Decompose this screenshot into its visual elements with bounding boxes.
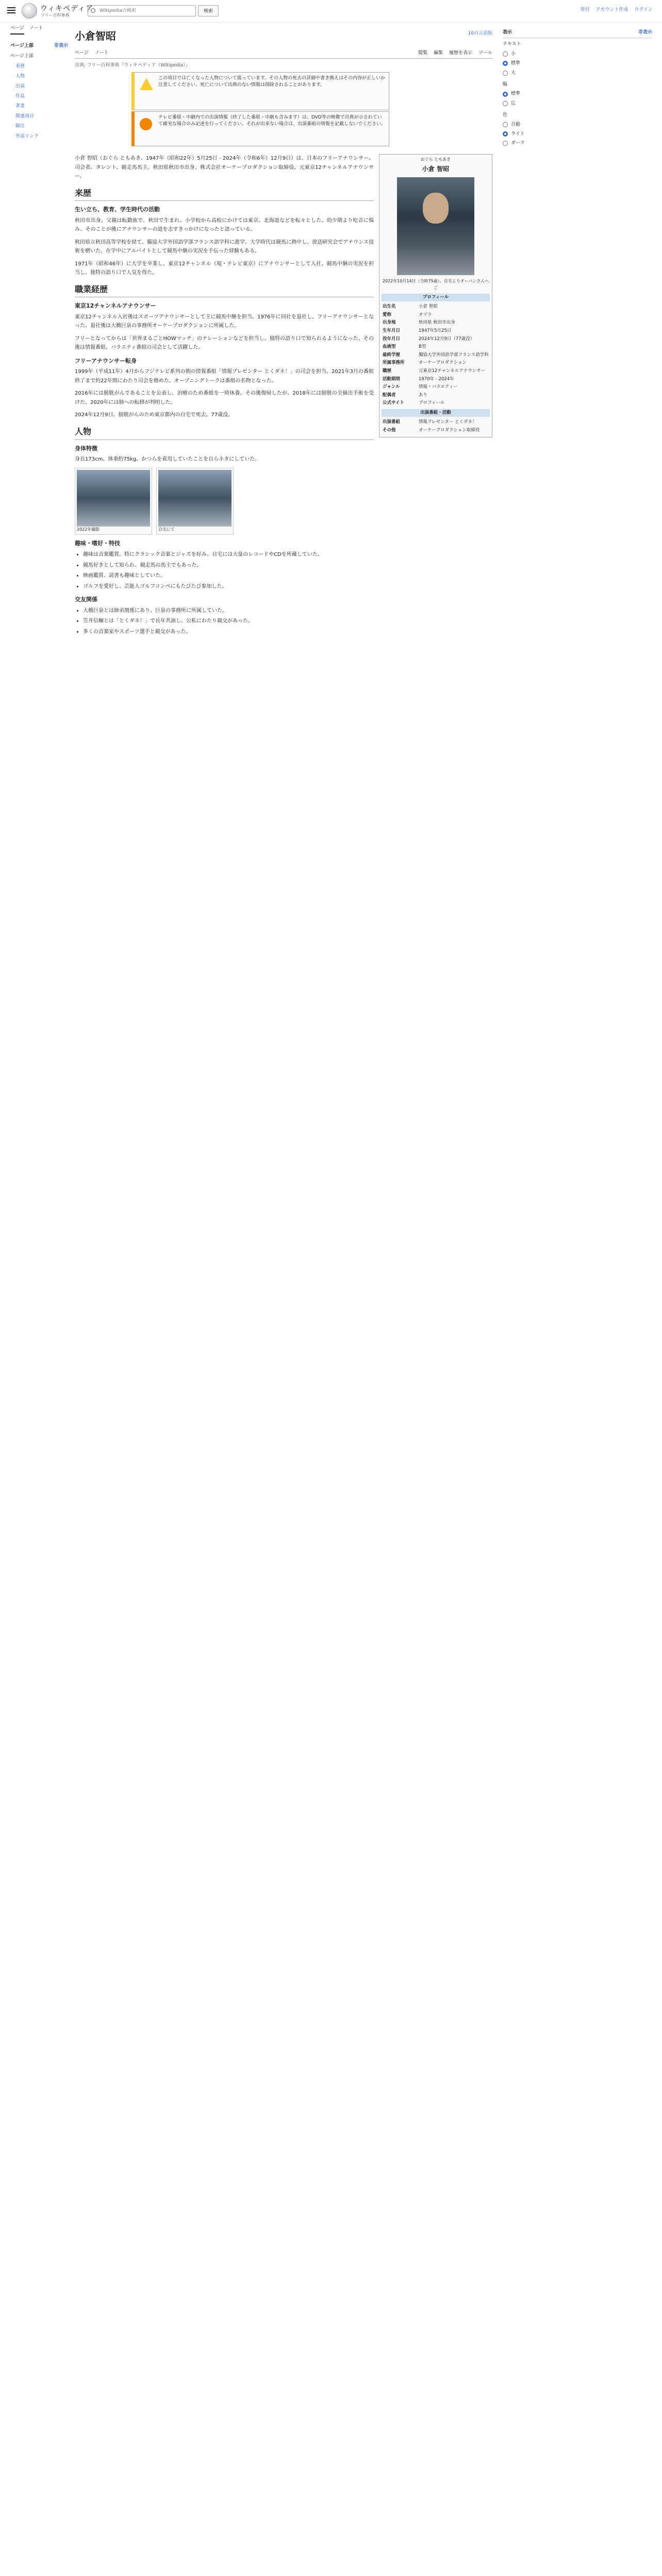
toc-item[interactable]: 作品 [15, 93, 25, 99]
thumbnail-caption: 2022年撮影 [77, 527, 100, 532]
paragraph: 東京12チャンネル入社後はスポーツアナウンサーとして主に競馬中継を担当。1976年に同社を退社し、フリーアナウンサーとなった。退社後は大橋巨泉の事務所オーケープロダクションに所属した。 [75, 314, 374, 329]
width-option[interactable] [503, 90, 652, 97]
infobox [379, 154, 492, 437]
radio-icon[interactable] [503, 71, 508, 76]
color-option[interactable] [503, 121, 652, 128]
infobox-value: 情報プレゼンター とくダネ！ [419, 419, 477, 425]
infobox-value: 2024年12月9日（77歳没） [419, 336, 475, 342]
infobox-label: 出演番組 [383, 419, 401, 425]
appearance-title: 表示 [503, 30, 512, 35]
infobox-value: あり [419, 392, 428, 398]
thumbnail[interactable] [156, 468, 234, 535]
subsection-heading: フリーアナウンサー転身 [75, 357, 137, 364]
radio-icon[interactable] [503, 122, 508, 127]
infobox-section: プロフィール [382, 294, 490, 302]
infobox-label: 出身地 [383, 320, 396, 326]
toc-item[interactable]: ページ上部 [10, 54, 34, 59]
infobox-value: 獨協大学外国語学部フランス語学科 [419, 352, 489, 358]
option-label: ライト [511, 131, 525, 137]
paragraph: 秋田県立秋田高等学校を経て、獨協大学外国語学部フランス語学科に進学。大学時代は競馬に熱中し、放送研究会でアナウンス技術を磨いた。在学中にアルバイトとして競馬中継の実況を手伝った経験もある。 [75, 239, 374, 255]
infobox-label: ジャンル [383, 384, 400, 390]
table-of-contents [10, 42, 68, 143]
thumbnail-row [75, 468, 374, 535]
site-header [0, 0, 662, 23]
toc-item[interactable]: 人物 [15, 74, 25, 79]
infobox-value: 秋田県 秋田市出身 [419, 320, 455, 326]
toc-hide-button[interactable]: 非表示 [54, 43, 68, 48]
notice-box-2 [131, 111, 389, 146]
infobox-label: 公式サイト [383, 400, 404, 406]
infobox-value: オーケープロダクション [419, 360, 467, 366]
list-item: • 大橋巨泉とは師弟関係にあり、巨泉の事務所に所属していた。 [83, 606, 374, 616]
tab-tools[interactable]: ツール [478, 50, 492, 56]
option-label: 自動 [511, 122, 521, 127]
tab-page[interactable]: ページ [10, 25, 24, 35]
user-links [581, 6, 653, 13]
toc-item[interactable]: 来歴 [15, 63, 25, 69]
paragraph: 秋田市出身。父親は転勤族で、秋田で生まれ、小学校から高校にかけては東京、北海道などを転々とした。幼少期より吃音に悩み、そのことが後にアナウンサーの道を志すきっかけになったと語っている。 [75, 217, 374, 233]
infobox-value: 小倉 智昭 [419, 304, 438, 310]
radio-icon[interactable] [503, 61, 508, 66]
infobox-label: 生年月日 [383, 328, 401, 333]
option-label: 標準 [511, 61, 521, 66]
tab-talk-page[interactable]: ノート [94, 50, 109, 56]
tab-talk[interactable]: ノート [29, 26, 43, 31]
tab-history[interactable]: 履歴を表示 [449, 50, 473, 56]
tab-edit[interactable]: 編集 [434, 50, 443, 56]
lead-paragraph: 小倉 智昭（おぐら ともあき、1947年（昭和22年）5月25日 - 2024年（令和6年）12月9日）は、日本のフリーアナウンサー、司会者、タレント、競走馬馬主。秋田県秋田市出身。株式会社オーケープロダクション取締役。元東京12チャンネルアナウンサー。 [75, 156, 374, 179]
hobby-list [83, 550, 374, 591]
section-heading: 職業経歴 [75, 283, 374, 298]
color-option[interactable] [503, 130, 652, 138]
width-option[interactable] [503, 100, 652, 107]
subsection-heading: 身体特徴 [75, 445, 97, 452]
infobox-value: 元東京12チャンネルアナウンサー [419, 368, 486, 374]
source-line: 出典: フリー百科事典『ウィキペディア（Wikipedia）』 [75, 63, 190, 68]
subsection-heading: 東京12チャンネルアナウンサー [75, 302, 156, 310]
infobox-table-2 [382, 418, 490, 434]
portrait-photo[interactable] [397, 177, 474, 275]
appearance-hide-button[interactable]: 非表示 [638, 30, 652, 35]
infobox-value: 情報・バラエティー [419, 384, 458, 390]
notice-text-2: テレビ番組・中継内での出演情報（終了した番組・中継も含みます）は、DVD等の映像で出典が示されていて確実な場合のみ記述を行ってください。それが出来ない場合は、出演番組の情報を記載しないでください。 [158, 115, 386, 127]
subsection-heading: 生い立ち、教育、学生時代の活動 [75, 206, 160, 213]
donate-link[interactable]: 寄付 [580, 7, 590, 12]
infobox-label: 配偶者 [383, 392, 396, 398]
list-item: • 笠井信輔とは「とくダネ！」で長年共演し、公私にわたり親交があった。 [83, 617, 374, 626]
infobox-link[interactable]: プロフィール [419, 400, 445, 406]
warning-icon [140, 78, 153, 90]
option-label: 大 [511, 70, 516, 76]
infobox-reading: おぐら ともあき [420, 157, 451, 162]
list-item: • 趣味は音楽鑑賞。特にクラシック音楽とジャズを好み、自宅には大量のレコードやCDを所蔵していた。 [83, 550, 374, 560]
thumbnail[interactable] [75, 468, 152, 535]
search-input[interactable]: Wikipediaの検索 [88, 5, 196, 16]
section-heading: 来歴 [75, 187, 374, 201]
paragraph: 身長173cm、体重約75kg。かつらを着用していたことを自らネタにしていた。 [75, 456, 260, 463]
subsection-heading: 交友関係 [75, 596, 97, 603]
color-option[interactable] [503, 140, 652, 147]
infobox-value: オヅラ [419, 312, 432, 317]
page-tabs [75, 47, 492, 59]
toc-title: ページ上部 [10, 43, 34, 48]
list-item: • 映画鑑賞、読書も趣味としていた。 [83, 571, 374, 581]
infobox-title: 小倉 智昭 [422, 165, 450, 173]
infobox-value: B型 [419, 344, 426, 350]
radio-icon[interactable] [503, 52, 508, 57]
radio-icon[interactable] [503, 101, 508, 106]
infobox-value: 1970年 - 2024年 [419, 376, 454, 382]
toc-item[interactable]: 外部リンク [15, 133, 39, 139]
appearance-panel [503, 25, 652, 149]
menu-icon[interactable] [7, 7, 15, 13]
infobox-table [382, 303, 490, 408]
notice-text: この項目では亡くなった人物について扱っています。その人物の死去の詳細や書き換えはその内容が正しいか注意してください。死亡について出典のない情報は削除されることがあります。 [158, 76, 386, 88]
infobox-label: 所属事務所 [383, 360, 405, 366]
paragraph: 2016年には膀胱がんであることを公表し、治療のため番組を一時休養。その後復帰したが、2018年には膀胱の全摘出手術を受けた。2020年には肺への転移が判明した。 [75, 391, 374, 405]
text-size-label: テキスト [503, 42, 521, 47]
search-button[interactable]: 検索 [198, 5, 219, 16]
option-label: 小 [511, 51, 516, 57]
infobox-label: 最終学歴 [383, 352, 401, 358]
option-label: 標準 [511, 91, 521, 97]
radio-icon[interactable] [503, 92, 508, 97]
subsection-heading: 趣味・嗜好・特技 [75, 540, 120, 547]
site-wordmark[interactable]: ウィキペディア [40, 5, 94, 13]
text-size-option[interactable] [503, 50, 652, 58]
language-button[interactable]: 10の言語版 [468, 31, 492, 36]
login-link[interactable]: ログイン [634, 7, 653, 12]
text-size-option[interactable] [503, 70, 652, 77]
thumbnail-image[interactable] [77, 470, 150, 527]
tab-read[interactable]: 閲覧 [418, 50, 428, 56]
option-label: 広 [511, 100, 516, 106]
section-heading: 人物 [75, 425, 374, 440]
infobox-label: 職歴 [383, 368, 392, 374]
page-title: 小倉智昭 [75, 30, 116, 42]
paragraph: 1999年（平成11年）4月からフジテレビ系列の朝の情報番組「情報プレゼンター とくダネ！」の司会を担当。2021年3月の番組終了まで約22年間にわたり司会を務めた。オープニングトークは番組の名物となった。 [75, 369, 374, 384]
infobox-label: その他 [383, 428, 396, 433]
option-label: ダーク [511, 141, 525, 146]
radio-icon[interactable] [503, 131, 508, 137]
list-item: • ゴルフを愛好し、芸能人ゴルフコンペにもたびたび参加した。 [83, 582, 374, 591]
friends-list [83, 606, 374, 637]
toc-item[interactable]: 著書 [15, 104, 25, 109]
toc-item[interactable]: 関連項目 [15, 113, 35, 119]
article-body [75, 154, 374, 640]
infobox-label: 愛称 [383, 312, 392, 317]
wikipedia-globe-logo[interactable] [22, 3, 37, 19]
infobox-value: 1947年5月25日 [419, 328, 452, 333]
notice-box [131, 72, 389, 110]
infobox-label: 出生名 [383, 304, 396, 310]
infobox-label: 血液型 [383, 344, 396, 350]
toc-item[interactable]: 脚注 [15, 124, 25, 129]
list-item: • 競馬好きとして知られ、競走馬の馬主でもあった。 [83, 561, 374, 570]
thumbnail-image[interactable] [158, 470, 231, 527]
site-tagline: フリー百科事典 [41, 13, 70, 18]
paragraph: 2024年12月9日、膀胱がんのため東京都内の自宅で死去。77歳没。 [75, 412, 234, 418]
infobox-section-2: 出演番組・活動 [382, 409, 490, 417]
photo-caption: 2022年10月14日（当時75歳）、自宅よりオーバンさんへご [382, 278, 489, 290]
left-namespace-tabs [10, 25, 43, 35]
paragraph: フリーとなってからは「世界まるごとHOWマッチ」のナレーションなどを担当し、独特の語り口で知られるようになった。その後は情報番組、バラエティ番組の司会として活躍した。 [75, 335, 374, 351]
list-item: • 多くの音楽家やスポーツ選手と親交があった。 [83, 628, 374, 637]
create-account-link[interactable]: アカウント作成 [595, 7, 628, 12]
info-icon [140, 118, 152, 130]
text-size-option[interactable] [503, 60, 652, 67]
radio-icon[interactable] [503, 141, 508, 146]
toc-item[interactable]: 出演 [15, 83, 25, 89]
color-label: 色 [503, 112, 508, 118]
paragraph: 1971年（昭和46年）に大学を卒業し、東京12チャンネル（現・テレビ東京）にアナウンサーとして入社。競馬中継の実況を担当し、独特の語り口で人気を得た。 [75, 261, 374, 276]
thumbnail-caption: 自宅にて [158, 527, 175, 532]
infobox-value: オーケープロダクション取締役 [419, 428, 480, 433]
width-label: 幅 [503, 81, 508, 87]
tab-article[interactable]: ページ [75, 50, 89, 56]
infobox-label: 活動期間 [383, 376, 401, 382]
infobox-label: 没年月日 [383, 336, 401, 342]
